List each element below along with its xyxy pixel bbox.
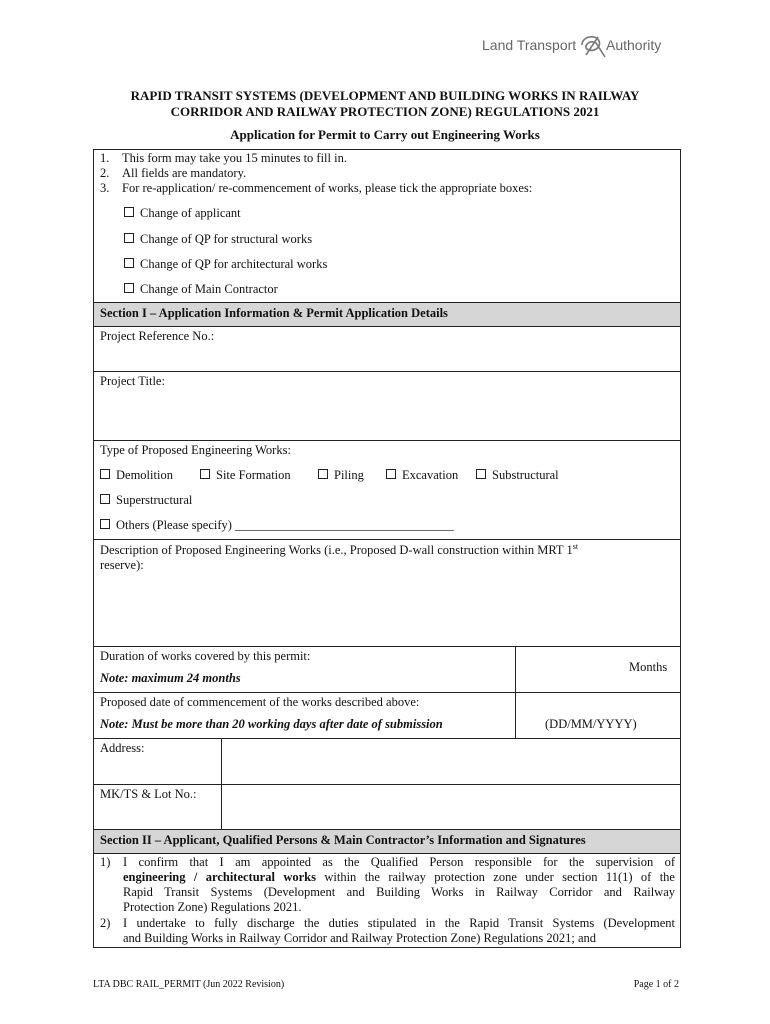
declaration-number: 1): [100, 855, 111, 869]
project-title-label: Project Title:: [100, 374, 165, 388]
checkbox-excavation[interactable]: Excavation: [386, 468, 458, 483]
divider: [515, 693, 516, 738]
mkts-label: MK/TS & Lot No.:: [100, 787, 197, 801]
checkbox[interactable]: [318, 469, 328, 479]
checkbox[interactable]: [100, 519, 110, 529]
checkbox-superstructural[interactable]: Superstructural: [100, 493, 192, 508]
instruction-item: 1. This form may take you 15 minutes to fill in.: [100, 151, 347, 165]
checkbox[interactable]: [124, 207, 134, 217]
checkbox-change-applicant[interactable]: Change of applicant: [124, 206, 241, 221]
commencement-date-row: [93, 692, 681, 739]
duration-label: Duration of works covered by this permit:: [100, 649, 311, 663]
checkbox[interactable]: [100, 469, 110, 479]
section-1-heading: Section I – Application Information & Permit Application Details: [93, 302, 681, 327]
logo-text-right: Authority: [606, 37, 662, 53]
declaration-1: I confirm that I am appointed as the Qualified Person responsible for the supervision of engineering / architectural works within the railway protection zone under section 11(1) of the Rapid Transit Systems (Development and Building Works in Railway Corridor and Railway Protection Zone) Regulations 2021.: [123, 855, 675, 914]
instruction-item: 2. All fields are mandatory.: [100, 166, 247, 180]
declaration-2: I undertake to fully discharge the duties stipulated in the Rapid Transit Systems (Development and Building Works in Railway Corridor and Railway Protection Zone) Regulations 2021; and: [123, 916, 675, 945]
checkbox[interactable]: [100, 494, 110, 504]
checkbox-change-main-contractor[interactable]: Change of Main Contractor: [124, 282, 278, 297]
title-line-1: RAPID TRANSIT SYSTEMS (DEVELOPMENT AND BUILDING WORKS IN RAILWAY: [130, 88, 640, 103]
declaration-number: 2): [100, 916, 111, 930]
duration-unit-field[interactable]: Months: [629, 660, 668, 674]
footer-revision: LTA DBC RAIL_PERMIT (Jun 2022 Revision): [93, 979, 285, 990]
checkbox-demolition[interactable]: Demolition: [100, 468, 173, 483]
date-format-field[interactable]: (DD/MM/YYYY): [545, 717, 637, 731]
address-row: [93, 738, 681, 785]
form-title: [85, 88, 685, 120]
duration-row: [93, 646, 681, 693]
form-subtitle: Application for Permit to Carry out Engineering Works: [230, 127, 540, 142]
mkts-row: [93, 784, 681, 830]
description-field[interactable]: [93, 539, 681, 647]
checkbox[interactable]: [200, 469, 210, 479]
checkbox[interactable]: [476, 469, 486, 479]
project-reference-label: Project Reference No.:: [100, 329, 215, 343]
instruction-item: 3. For re-application/ re-commencement of works, please tick the appropriate boxes:: [100, 181, 533, 195]
declarations-box: [93, 853, 681, 948]
checkbox[interactable]: [124, 233, 134, 243]
date-label: Proposed date of commencement of the works described above:: [100, 695, 420, 709]
title-line-2: CORRIDOR AND RAILWAY PROTECTION ZONE) REGULATIONS 2021: [170, 104, 600, 119]
logo-text-left: Land Transport: [482, 37, 577, 53]
mkts-input[interactable]: [222, 785, 680, 829]
checkbox-site-formation[interactable]: Site Formation: [200, 468, 291, 483]
instructions-box: [93, 149, 681, 303]
checkbox-change-qp-architectural[interactable]: Change of QP for architectural works: [124, 257, 327, 272]
section-2-heading: Section II – Applicant, Qualified Persons & Main Contractor’s Information and Signatures: [93, 829, 681, 854]
page-number: Page 1 of 2: [633, 979, 679, 990]
project-title-field[interactable]: [93, 371, 681, 441]
lta-emblem-icon: [578, 31, 608, 61]
date-note: Note: Must be more than 20 working days after date of submission: [100, 717, 443, 731]
checkbox[interactable]: [124, 283, 134, 293]
checkbox-piling[interactable]: Piling: [318, 468, 364, 483]
checkbox-substructural[interactable]: Substructural: [476, 468, 559, 483]
address-input[interactable]: [222, 739, 680, 784]
works-type-label: Type of Proposed Engineering Works:: [100, 443, 291, 457]
divider: [515, 647, 516, 692]
description-label: Description of Proposed Engineering Works (i.e., Proposed D-wall construction within MRT 1st: [100, 542, 579, 558]
lta-logo: [482, 33, 682, 63]
works-type-box: [93, 440, 681, 540]
project-reference-field[interactable]: [93, 326, 681, 372]
checkbox-change-qp-structural[interactable]: Change of QP for structural works: [124, 232, 312, 247]
duration-note: Note: maximum 24 months: [100, 671, 241, 685]
address-label: Address:: [100, 741, 145, 755]
checkbox[interactable]: [124, 258, 134, 268]
checkbox[interactable]: [386, 469, 396, 479]
description-label-end: reserve):: [100, 558, 144, 572]
checkbox-others[interactable]: Others (Please specify) ___________________________________: [100, 518, 454, 533]
